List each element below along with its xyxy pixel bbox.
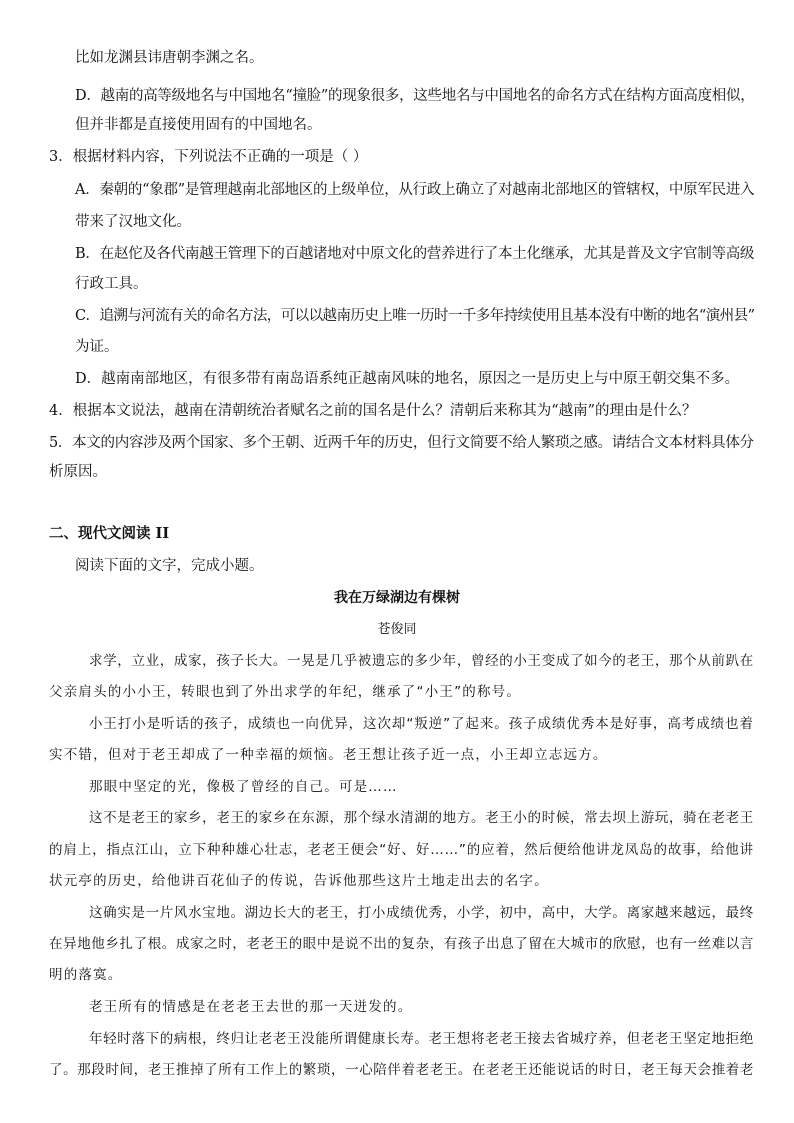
body-paragraph-line: 明的落寞。: [49, 967, 123, 983]
option-d-text: D．越南的高等级地名与中国地名“撞脸”的现象很多，这些地名与中国地名的命名方式在结构方面高度相似，: [75, 88, 755, 104]
question-5-continuation: 析原因。: [49, 464, 107, 480]
question-4: 4．根据本文说法，越南在清朝统治者赋名之前的国名是什么？清朝后来称其为“越南”的理由是什么？: [49, 403, 697, 419]
body-paragraph-line: 在异地他乡扎了根。成家之时，老老王的眼中是说不出的复杂，有孩子出息了留在大城市的欣慰，也有一丝难以言: [49, 936, 754, 952]
q3-option-c: C．追溯与河流有关的命名方法，可以以越南历史上唯一历时一千多年持续使用且基本没有中断的地名“演州县”: [75, 308, 755, 324]
question-3: 3．根据材料内容，下列说法不正确的一项是（ ）: [49, 149, 368, 165]
option-c-continuation: 比如龙渊县讳唐朝李渊之名。: [75, 50, 264, 66]
body-paragraph-line: 年轻时落下的病根，终归让老老王没能所谓健康长寿。老王想将老老王接去省城疗养，但老老王坚定地拒绝: [89, 1031, 754, 1047]
question-5: 5．本文的内容涉及两个国家、多个王朝、近两千年的历史，但行文简要不给人繁琐之感。请结合文本材料具体分: [49, 435, 754, 451]
body-paragraph-line: 父亲肩头的小小王，转眼也到了外出求学的年纪，继承了“小王”的称号。: [49, 684, 522, 700]
body-paragraph-line: 实不错，但对于老王却成了一种幸福的烦恼。老王想让孩子近一点，小王却立志远方。: [49, 747, 608, 763]
q3-option-b-continuation: 行政工具。: [75, 276, 148, 292]
article-author: 苍俊同: [377, 622, 417, 637]
body-paragraph-line: 那眼中坚定的光，像极了曾经的自己。可是……: [89, 779, 398, 795]
option-d-continuation: 但并非都是直接使用固有的中国地名。: [75, 117, 322, 133]
body-paragraph-line: 这确实是一片风水宝地。湖边长大的老王，打小成绩优秀，小学，初中，高中，大学。离家越来越远，最终: [89, 905, 754, 921]
q3-option-d: D．越南南部地区，有很多带有南岛语系纯正越南风味的地名，原因之一是历史上与中原王朝交集不多。: [75, 371, 740, 387]
section-heading: 二、现代文阅读 II: [49, 525, 170, 542]
body-paragraph-line: 的肩上，指点江山，立下种种雄心壮志，老老王便会“好、好……”的应着，然后便给他讲龙凤岛的故事，给他讲: [49, 842, 754, 858]
body-paragraph-line: 求学，立业，成家，孩子长大。一晃是几乎被遗忘的多少年，曾经的小王变成了如今的老王，那个从前趴在: [89, 653, 754, 669]
q3-option-a: A．秦朝的“象郡”是管理越南北部地区的上级单位，从行政上确立了对越南北部地区的管辖权，中原军民进入: [75, 182, 755, 198]
body-paragraph-line: 了。那段时间，老王推掉了所有工作上的繁琐，一心陪伴着老老王。在老老王还能说话的时日，老王每天会推着老: [49, 1062, 754, 1078]
q3-option-c-continuation: 为证。: [75, 339, 119, 355]
body-paragraph-line: 小王打小是听话的孩子，成绩也一向优异，这次却“叛逆”了起来。孩子成绩优秀本是好事，高考成绩也着: [89, 716, 754, 732]
article-title: 我在万绿湖边有棵树: [334, 590, 460, 606]
body-paragraph-line: 老王所有的情感是在老老王去世的那一天迸发的。: [89, 999, 413, 1015]
body-paragraph-line: 这不是老王的家乡，老王的家乡在东源，那个绿水清湖的地方。老王小的时候，常去坝上游玩，骑在老老王: [89, 810, 754, 826]
q3-option-b: B．在赵佗及各代南越王管理下的百越诸地对中原文化的营养进行了本土化继承，尤其是普及文字官制等高级: [75, 246, 755, 262]
body-paragraph-line: 状元亭的历史，给他讲百花仙子的传说，告诉他那些这片土地走出去的名字。: [49, 873, 549, 889]
section-instruction: 阅读下面的文字，完成小题。: [75, 558, 264, 574]
q3-option-a-continuation: 带来了汉地文化。: [75, 214, 191, 230]
